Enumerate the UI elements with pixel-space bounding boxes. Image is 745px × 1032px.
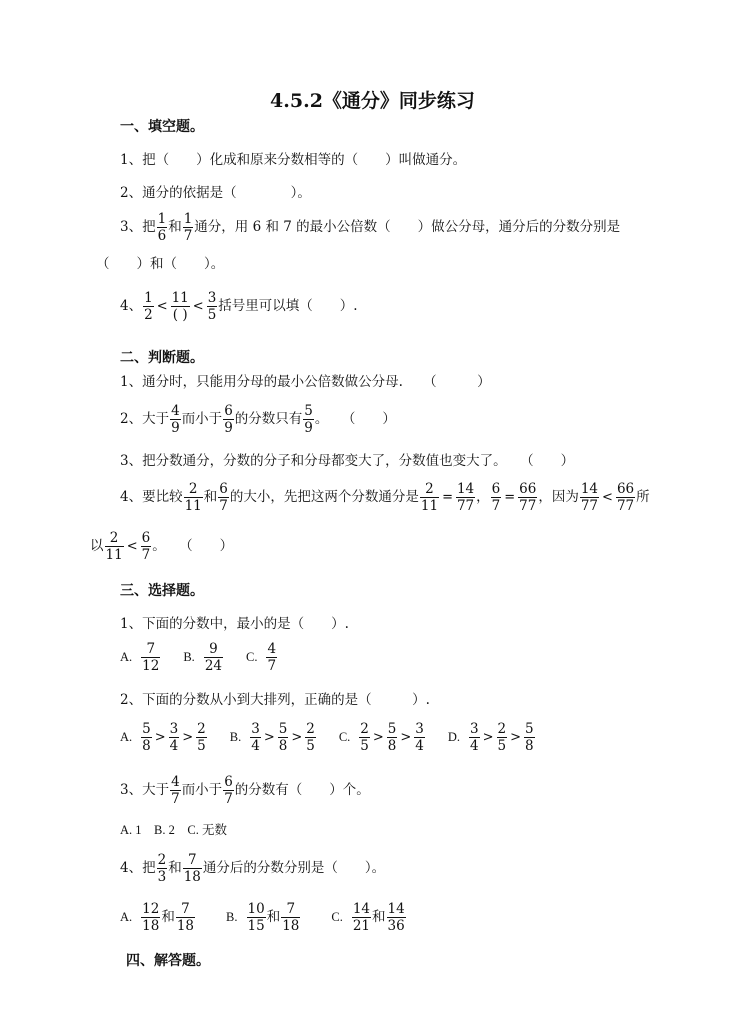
text: 通分后的分数分别是（ ）。 [202, 860, 386, 876]
text: 的分数只有 [234, 411, 303, 427]
section-heading-solve: 四、解答题。 [126, 953, 210, 969]
greater-than-sign: > [291, 730, 303, 745]
judge-question-4-line2 [90, 530, 233, 563]
judge-question-2 [120, 403, 396, 436]
text: 而小于 [181, 782, 223, 798]
fraction: $\frac{14}{36}$ [387, 901, 405, 934]
fraction: $\frac{4}{9}$ [171, 403, 180, 436]
greater-than-sign: > [400, 730, 412, 745]
fraction: $\frac{1}{6}$ [157, 211, 167, 244]
fraction: $\frac{14}{21}$ [352, 901, 371, 934]
text: 和 [168, 860, 182, 876]
text: 的大小，先把这两个分数通分是 [229, 489, 419, 505]
text: 的分数有（ ）个。 [234, 782, 370, 798]
fraction: $\frac{2}{11}$ [105, 530, 123, 563]
option-a-fraction: $\frac{7}{12}$ [142, 641, 160, 674]
choice-question-3 [120, 774, 370, 807]
fraction: $\frac{2}{11}$ [420, 481, 439, 514]
fraction: $\frac{6}{7}$ [141, 530, 151, 563]
text: 3、大于 [120, 782, 170, 798]
fill-question-2: 2、通分的依据是（ ）。 [120, 185, 311, 201]
fraction: $\frac{6}{7}$ [219, 481, 228, 514]
fraction: $\frac{3}{4}$ [470, 721, 479, 754]
text: 以 [90, 538, 104, 554]
fraction: $\frac{1}{2}$ [144, 290, 153, 323]
fill-question-3-line2: （ ）和（ ）。 [96, 256, 225, 272]
fraction: $\frac{6}{7}$ [491, 481, 501, 514]
text: 而小于 [181, 411, 223, 427]
page-title: 4.5.2《通分》同步练习 [270, 90, 475, 112]
less-than-sign: < [126, 539, 138, 554]
text: 和 [372, 909, 386, 925]
text: 括号里可以填（ ）. [218, 298, 358, 314]
option-c-label: C. [246, 650, 258, 664]
fraction: 11 ( ) [171, 290, 189, 323]
greater-than-sign: > [182, 730, 194, 745]
text: 4、 [120, 298, 143, 314]
section-heading-choice: 三、选择题。 [120, 583, 204, 599]
fraction: $\frac{5}{8}$ [142, 721, 151, 754]
fraction: $\frac{3}{4}$ [415, 721, 424, 754]
fraction: $\frac{5}{8}$ [387, 721, 397, 754]
fraction: $\frac{3}{4}$ [251, 721, 260, 754]
section-heading-fill: 一、填空题。 [120, 119, 204, 135]
fraction: $\frac{1}{7}$ [183, 211, 193, 244]
equals-sign: = [504, 490, 516, 505]
fraction: $\frac{3}{4}$ [169, 721, 179, 754]
less-than-sign: < [602, 490, 613, 505]
text: 3、把 [120, 219, 156, 235]
choice-question-2-options [120, 721, 536, 754]
fraction: $\frac{10}{15}$ [247, 901, 265, 934]
fraction: $\frac{2}{5}$ [306, 721, 315, 754]
choice-question-1-options [120, 641, 278, 674]
judge-question-4 [120, 481, 650, 514]
fraction: $\frac{6}{9}$ [224, 403, 233, 436]
fraction: $\frac{5}{8}$ [278, 721, 288, 754]
option-c-label: C. [331, 910, 343, 924]
option-a-label: A. [120, 650, 133, 664]
greater-than-sign: > [372, 730, 384, 745]
text: 通分，用 6 和 7 的最小公倍数（ ）做公分母，通分后的分数分别是 [194, 219, 621, 235]
fraction: $\frac{7}{18}$ [176, 901, 195, 934]
less-than-sign: < [192, 299, 204, 314]
greater-than-sign: > [482, 730, 494, 745]
greater-than-sign: > [154, 730, 166, 745]
greater-than-sign: > [263, 730, 275, 745]
greater-than-sign: > [510, 730, 522, 745]
fraction: $\frac{2}{5}$ [197, 721, 206, 754]
fraction: $\frac{14}{77}$ [456, 481, 475, 514]
text: 所 [636, 489, 650, 505]
fraction: $\frac{7}{18}$ [183, 852, 201, 885]
text: 。 （ ） [314, 411, 396, 427]
option-c-label: C. [338, 730, 351, 744]
option-a-label: A. [120, 730, 133, 744]
fraction: $\frac{2}{3}$ [157, 852, 167, 885]
fraction: $\frac{66}{77}$ [519, 481, 537, 514]
fraction: $\frac{7}{18}$ [282, 901, 300, 934]
option-c-fraction: $\frac{4}{7}$ [267, 641, 277, 674]
fraction: $\frac{6}{7}$ [224, 774, 233, 807]
choice-question-4 [120, 852, 385, 885]
fraction: $\frac{2}{11}$ [184, 481, 202, 514]
choice-question-4-options [120, 901, 407, 934]
less-than-sign: < [156, 299, 168, 314]
fraction: $\frac{66}{77}$ [616, 481, 635, 514]
option-d-label: D. [447, 730, 461, 744]
text: 和 [168, 219, 182, 235]
fraction: $\frac{2}{5}$ [360, 721, 369, 754]
text: 。 （ ） [152, 538, 234, 554]
fraction: $\frac{5}{9}$ [304, 403, 313, 436]
option-a-label: A. [120, 910, 133, 924]
fraction: $\frac{12}{18}$ [142, 901, 160, 934]
equals-sign: = [442, 490, 453, 505]
text: 4、把 [120, 860, 156, 876]
fill-question-1: 1、把（ ）化成和原来分数相等的（ ）叫做通分。 [120, 152, 467, 168]
choice-question-1: 1、下面的分数中，最小的是（ ）. [120, 616, 349, 632]
fraction: $\frac{3}{5}$ [207, 290, 217, 323]
choice-question-3-options: A. 1 B. 2 C. 无数 [120, 823, 227, 837]
option-b-label: B. [229, 730, 242, 744]
judge-question-1: 1、通分时，只能用分母的最小公倍数做公分母. （ ） [120, 374, 491, 390]
text: ，因为 [538, 489, 579, 505]
fill-question-4 [120, 290, 358, 323]
section-heading-judge: 二、判断题。 [120, 350, 204, 366]
fraction: $\frac{4}{7}$ [171, 774, 180, 807]
fill-question-3 [120, 211, 620, 244]
judge-question-3: 3、把分数通分，分数的分子和分母都变大了，分数值也变大了。 （ ） [120, 453, 575, 469]
text: 2、大于 [120, 411, 170, 427]
choice-question-2: 2、下面的分数从小到大排列，正确的是（ ）. [120, 692, 430, 708]
fraction: $\frac{2}{5}$ [497, 721, 507, 754]
text: 和 [266, 909, 281, 925]
option-b-fraction: $\frac{9}{24}$ [204, 641, 222, 674]
fraction: $\frac{5}{8}$ [525, 721, 534, 754]
text: 4、要比较 [120, 489, 183, 505]
text: 和 [161, 909, 175, 925]
option-b-label: B. [226, 910, 238, 924]
text: 和 [203, 489, 218, 505]
text: ， [476, 489, 490, 505]
option-b-label: B. [183, 650, 195, 664]
fraction: $\frac{14}{77}$ [580, 481, 599, 514]
